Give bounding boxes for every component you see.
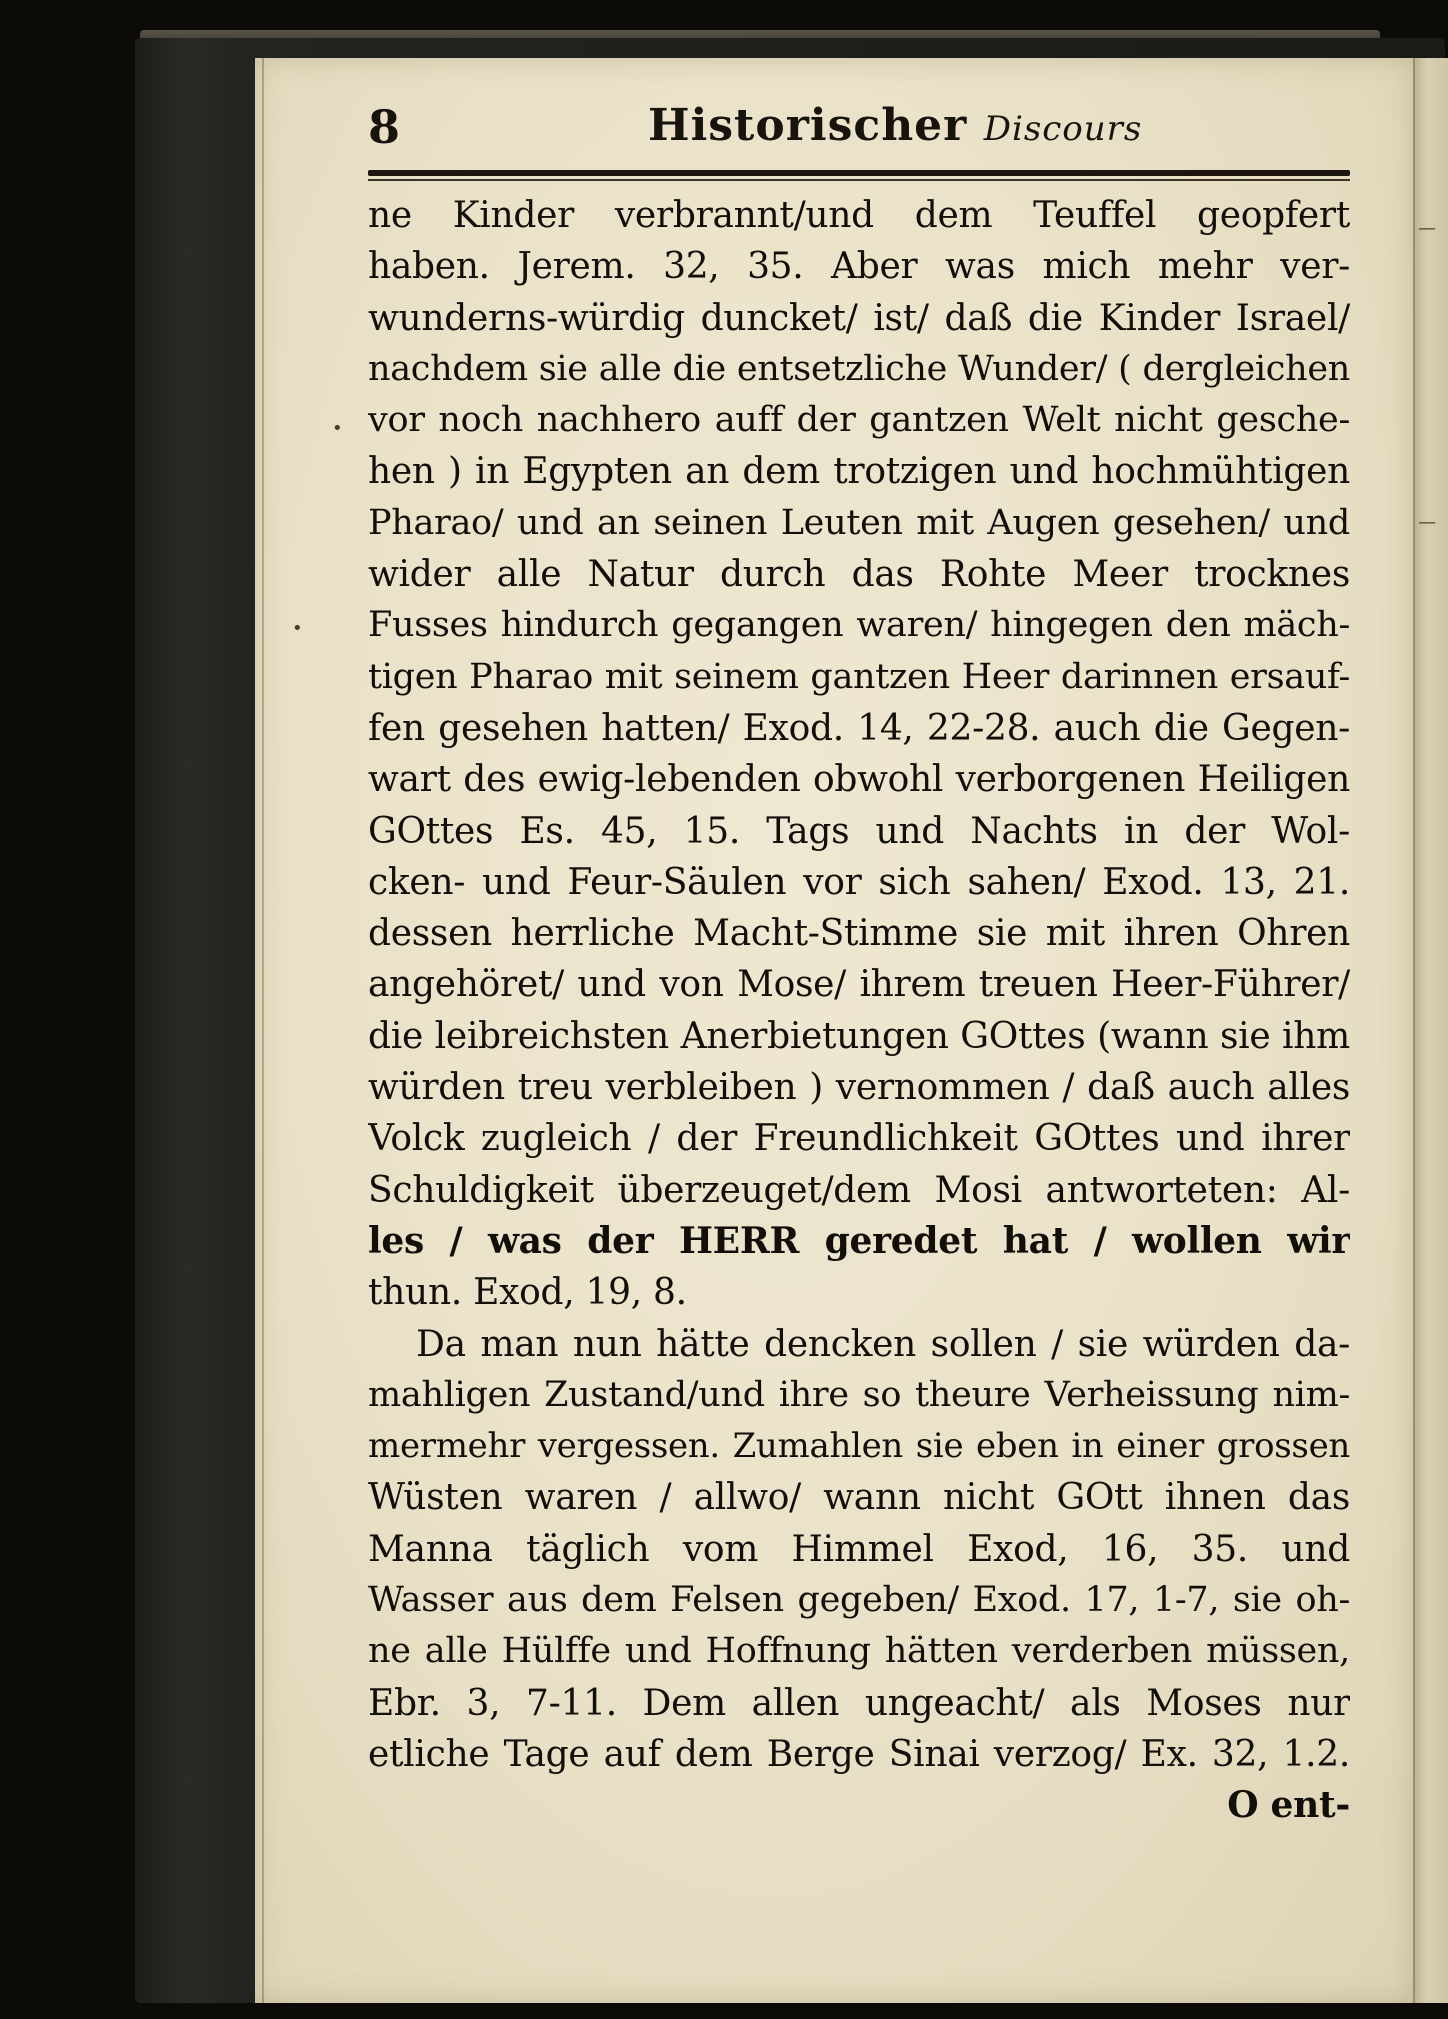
- text-line-paragraph-start: Da man nun hätte dencken sollen / sie würden da-: [416, 1323, 1350, 1365]
- text-line: vor noch nachhero auff der gantzen Welt nicht gesche-: [368, 400, 1350, 441]
- running-head-title-main: Historischer: [648, 100, 968, 151]
- gutter-line: [1413, 58, 1415, 2003]
- text-line: Manna täglich vom Himmel Exod, 16, 35. und: [368, 1528, 1350, 1570]
- head-rule-thin: [368, 179, 1350, 181]
- text-line: mahligen Zustand/und ihre so theure Verheissung nim-: [368, 1374, 1350, 1415]
- running-head: [368, 100, 1348, 160]
- margin-mark: •: [332, 418, 343, 439]
- head-rule: [368, 170, 1350, 176]
- text-line: Schuldigkeit überzeuget/dem Mosi antworteten: Al-: [368, 1169, 1350, 1211]
- text-line: GOttes Es. 45, 15. Tags und Nachts in der Wol-: [368, 810, 1350, 852]
- text-line: thun. Exod, 19, 8.: [368, 1272, 687, 1314]
- text-line: Fusses hindurch gegangen waren/ hingegen den mäch-: [368, 605, 1350, 646]
- text-line: fen gesehen hatten/ Exod. 14, 22-28. auch die Gegen-: [368, 707, 1350, 749]
- text-line: wart des ewig-lebenden obwohl verborgenen Heiligen: [368, 759, 1350, 801]
- text-line: dessen herrliche Macht-Stimme sie mit ihren Ohren: [368, 913, 1350, 955]
- text-line: wider alle Natur durch das Rohte Meer trocknes: [368, 554, 1350, 596]
- text-line-quote: les / was der HERR geredet hat / wollen wir: [368, 1219, 1350, 1262]
- text-line: mermehr vergessen. Zumahlen sie eben in einer grossen: [368, 1426, 1350, 1467]
- body-text: [368, 190, 1350, 1832]
- facing-page-mark: —: [1418, 218, 1436, 239]
- text-line: Volck zugleich / der Freundlichkeit GOttes und ihrer: [368, 1118, 1350, 1160]
- facing-page-mark: —: [1418, 512, 1436, 533]
- text-line: die leibreichsten Anerbietungen GOttes (wann sie ihm: [368, 1015, 1350, 1057]
- text-line: angehöret/ und von Mose/ ihrem treuen Heer-Führer/: [368, 964, 1350, 1006]
- facing-page-edge: [1413, 58, 1448, 2003]
- page-number: 8: [368, 100, 401, 154]
- running-head-title-italic: Discours: [983, 109, 1143, 149]
- text-line: Wasser aus dem Felsen gegeben/ Exod. 17, 1-7, sie oh-: [368, 1580, 1350, 1621]
- text-line: nachdem sie alle die entsetzliche Wunder/ ( dergleichen: [368, 348, 1350, 389]
- text-line: etliche Tage auf dem Berge Sinai verzog/ Ex. 32, 1.2.: [368, 1733, 1350, 1775]
- text-line: cken- und Feur-Säulen vor sich sahen/ Exod. 13, 21.: [368, 861, 1350, 903]
- text-line: haben. Jerem. 32, 35. Aber was mich mehr ver-: [368, 246, 1350, 288]
- catchword: O ent-: [1227, 1784, 1350, 1827]
- margin-mark: •: [292, 618, 303, 639]
- text-line: Wüsten waren / allwo/ wann nicht GOtt ihnen das: [368, 1477, 1350, 1519]
- running-head-title: [648, 100, 1142, 151]
- text-line: würden treu verbleiben ) vernommen / daß auch alles: [368, 1067, 1350, 1109]
- text-line: Pharao/ und an seinen Leuten mit Augen gesehen/ und: [368, 502, 1350, 543]
- text-line: ne alle Hülffe und Hoffnung hätten verderben müssen,: [368, 1631, 1350, 1672]
- page-fold-line: [262, 58, 264, 2003]
- text-line: ne Kinder verbrannt/und dem Teuffel geopfert: [368, 195, 1350, 236]
- text-line: tigen Pharao mit seinem gantzen Heer darinnen ersauf-: [368, 656, 1350, 697]
- text-line: wunderns-würdig duncket/ ist/ daß die Kinder Israel/: [368, 297, 1350, 339]
- text-line: hen ) in Egypten an dem trotzigen und hochmühtigen: [368, 451, 1350, 493]
- text-line: Ebr. 3, 7-11. Dem allen ungeacht/ als Moses nur: [368, 1682, 1350, 1724]
